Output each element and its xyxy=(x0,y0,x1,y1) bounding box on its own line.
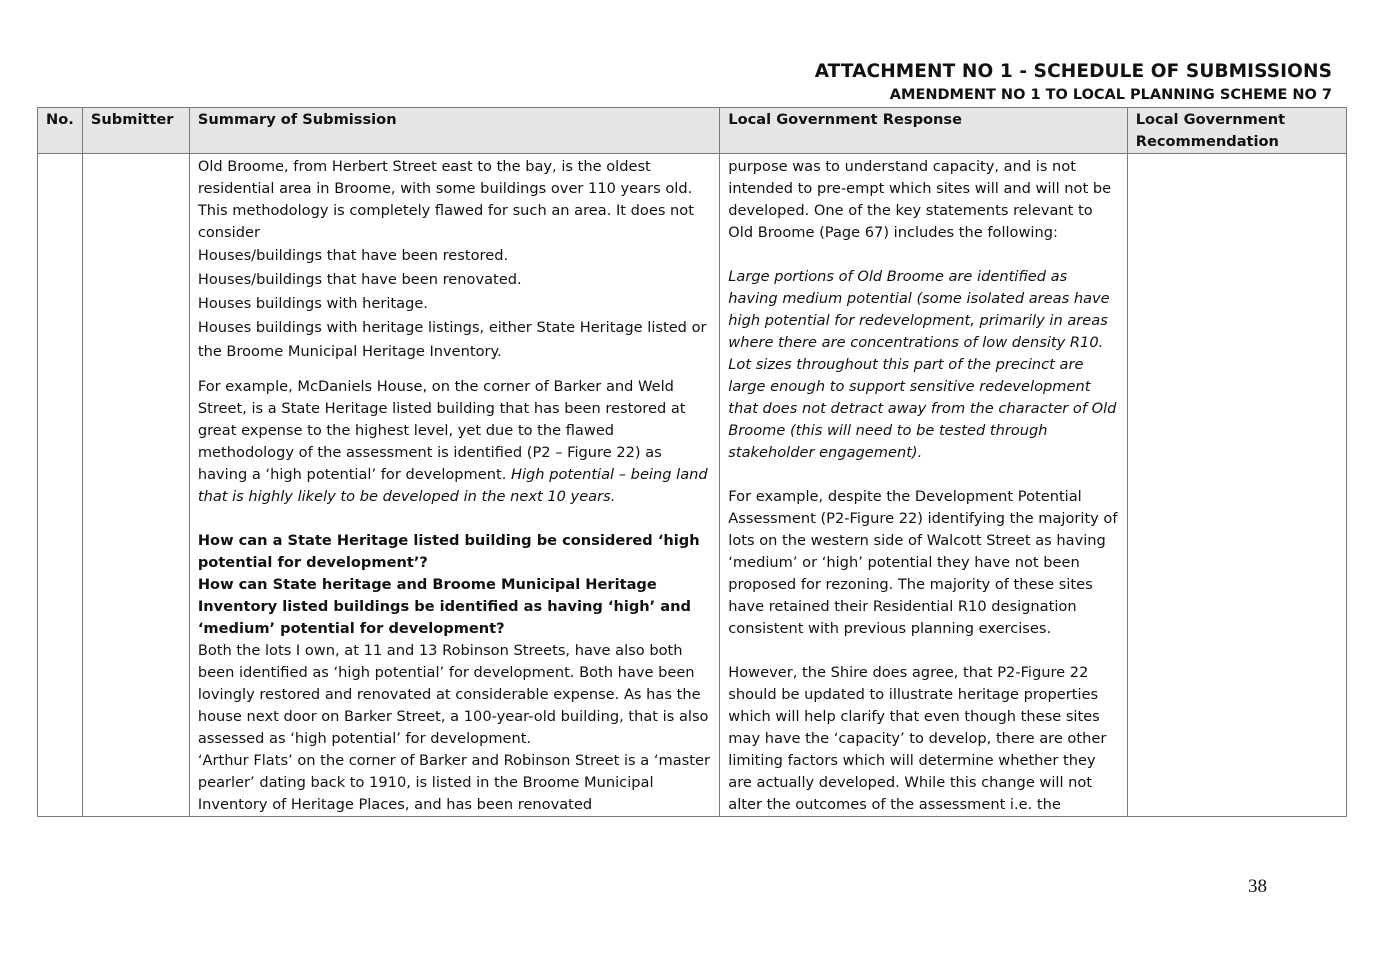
summary-example-text: For example, McDaniels House, on the corner of Barker and Weld Street, is a State Heritage listed building that has been restored at great expense to the highest level, yet due to the flawed methodology of the assessment is identified (P2 – Figure 22) as having a ‘high potential’ for development. xyxy=(197,378,686,483)
response-quote: Large portions of Old Broome are identified as having medium potential (some isolated areas have high potential for redevelopment, primarily in areas where there are concentrations of low density R10. Lot sizes throughout this part of the precinct are large enough to support sensitive redevelopment that does not detract away from the character of Old Broome (this will need to be tested through stakeholder engagement). xyxy=(728,268,1117,461)
summary-list-item: Houses buildings with heritage listings, either State Heritage listed or the Broome Municipal Heritage Inventory. xyxy=(197,319,707,360)
response-paragraph-4: However, the Shire does agree, that P2-Figure 22 should be updated to illustrate heritage properties which will help clarify that even though these sites may have the ‘capacity’ to develop, there are other limiting factors which will determine whether they are actually developed. While this change will not alter the outcomes of the assessment i.e. the xyxy=(728,664,1107,813)
summary-question-2: How can State heritage and Broome Municipal Heritage Inventory listed buildings be identified as having ‘high’ and ‘medium’ potential for development? xyxy=(197,576,691,637)
summary-paragraph-2 xyxy=(198,376,711,508)
summary-paragraph-3: Both the lots I own, at 11 and 13 Robinson Streets, have also both been identified as ‘high potential’ for development. Both have been lovingly restored and renovated at considerable expense. As has the house next door on Barker Street, a 100-year-old building, that is also assessed as ‘high potential’ for development. xyxy=(197,642,709,747)
summary-example-definition: High potential – being land that is highly likely to be developed in the next 10 years. xyxy=(197,466,708,505)
page-number: 38 xyxy=(1248,876,1267,897)
response-paragraph-1: purpose was to understand capacity, and is not intended to pre-empt which sites will and will not be developed. One of the key statements relevant to Old Broome (Page 67) includes the following: xyxy=(728,158,1112,241)
column-header-submitter: Submitter xyxy=(82,108,189,154)
cell-summary xyxy=(189,154,719,817)
document-title: ATTACHMENT NO 1 - SCHEDULE OF SUBMISSIONS xyxy=(814,61,1332,82)
column-header-no: No. xyxy=(38,108,83,154)
document-subtitle: AMENDMENT NO 1 TO LOCAL PLANNING SCHEME NO 7 xyxy=(889,87,1332,103)
cell-recommendation xyxy=(1127,154,1346,817)
summary-paragraph-4: ‘Arthur Flats’ on the corner of Barker and Robinson Street is a ‘master pearler’ dating back to 1910, is listed in the Broome Municipal Inventory of Heritage Places, and has been renovated xyxy=(197,752,710,813)
cell-submitter xyxy=(82,154,189,817)
column-header-response: Local Government Response xyxy=(720,108,1127,154)
table-row xyxy=(38,154,1347,817)
column-header-recommendation: Local Government Recommendation xyxy=(1127,108,1346,154)
cell-no xyxy=(38,154,83,817)
table-header-row xyxy=(38,108,1347,154)
summary-question-1: How can a State Heritage listed building be considered ‘high potential for development’? xyxy=(197,532,700,571)
submissions-table xyxy=(37,107,1347,817)
summary-list-item: Houses/buildings that have been restored. xyxy=(197,247,509,264)
response-paragraph-3: For example, despite the Development Potential Assessment (P2-Figure 22) identifying the majority of lots on the western side of Walcott Street as having ‘medium’ or ‘high’ potential they have not been proposed for rezoning. The majority of these sites have retained their Residential R10 designation consistent with previous planning exercises. xyxy=(728,488,1118,637)
summary-list-item: Houses/buildings that have been renovated. xyxy=(197,271,522,288)
summary-list-item: Houses buildings with heritage. xyxy=(197,295,428,312)
column-header-summary: Summary of Submission xyxy=(189,108,719,154)
cell-response xyxy=(720,154,1127,817)
summary-paragraph-1: Old Broome, from Herbert Street east to the bay, is the oldest residential area in Broome, with some buildings over 110 years old. This methodology is completely flawed for such an area. It does not consider xyxy=(197,158,694,241)
